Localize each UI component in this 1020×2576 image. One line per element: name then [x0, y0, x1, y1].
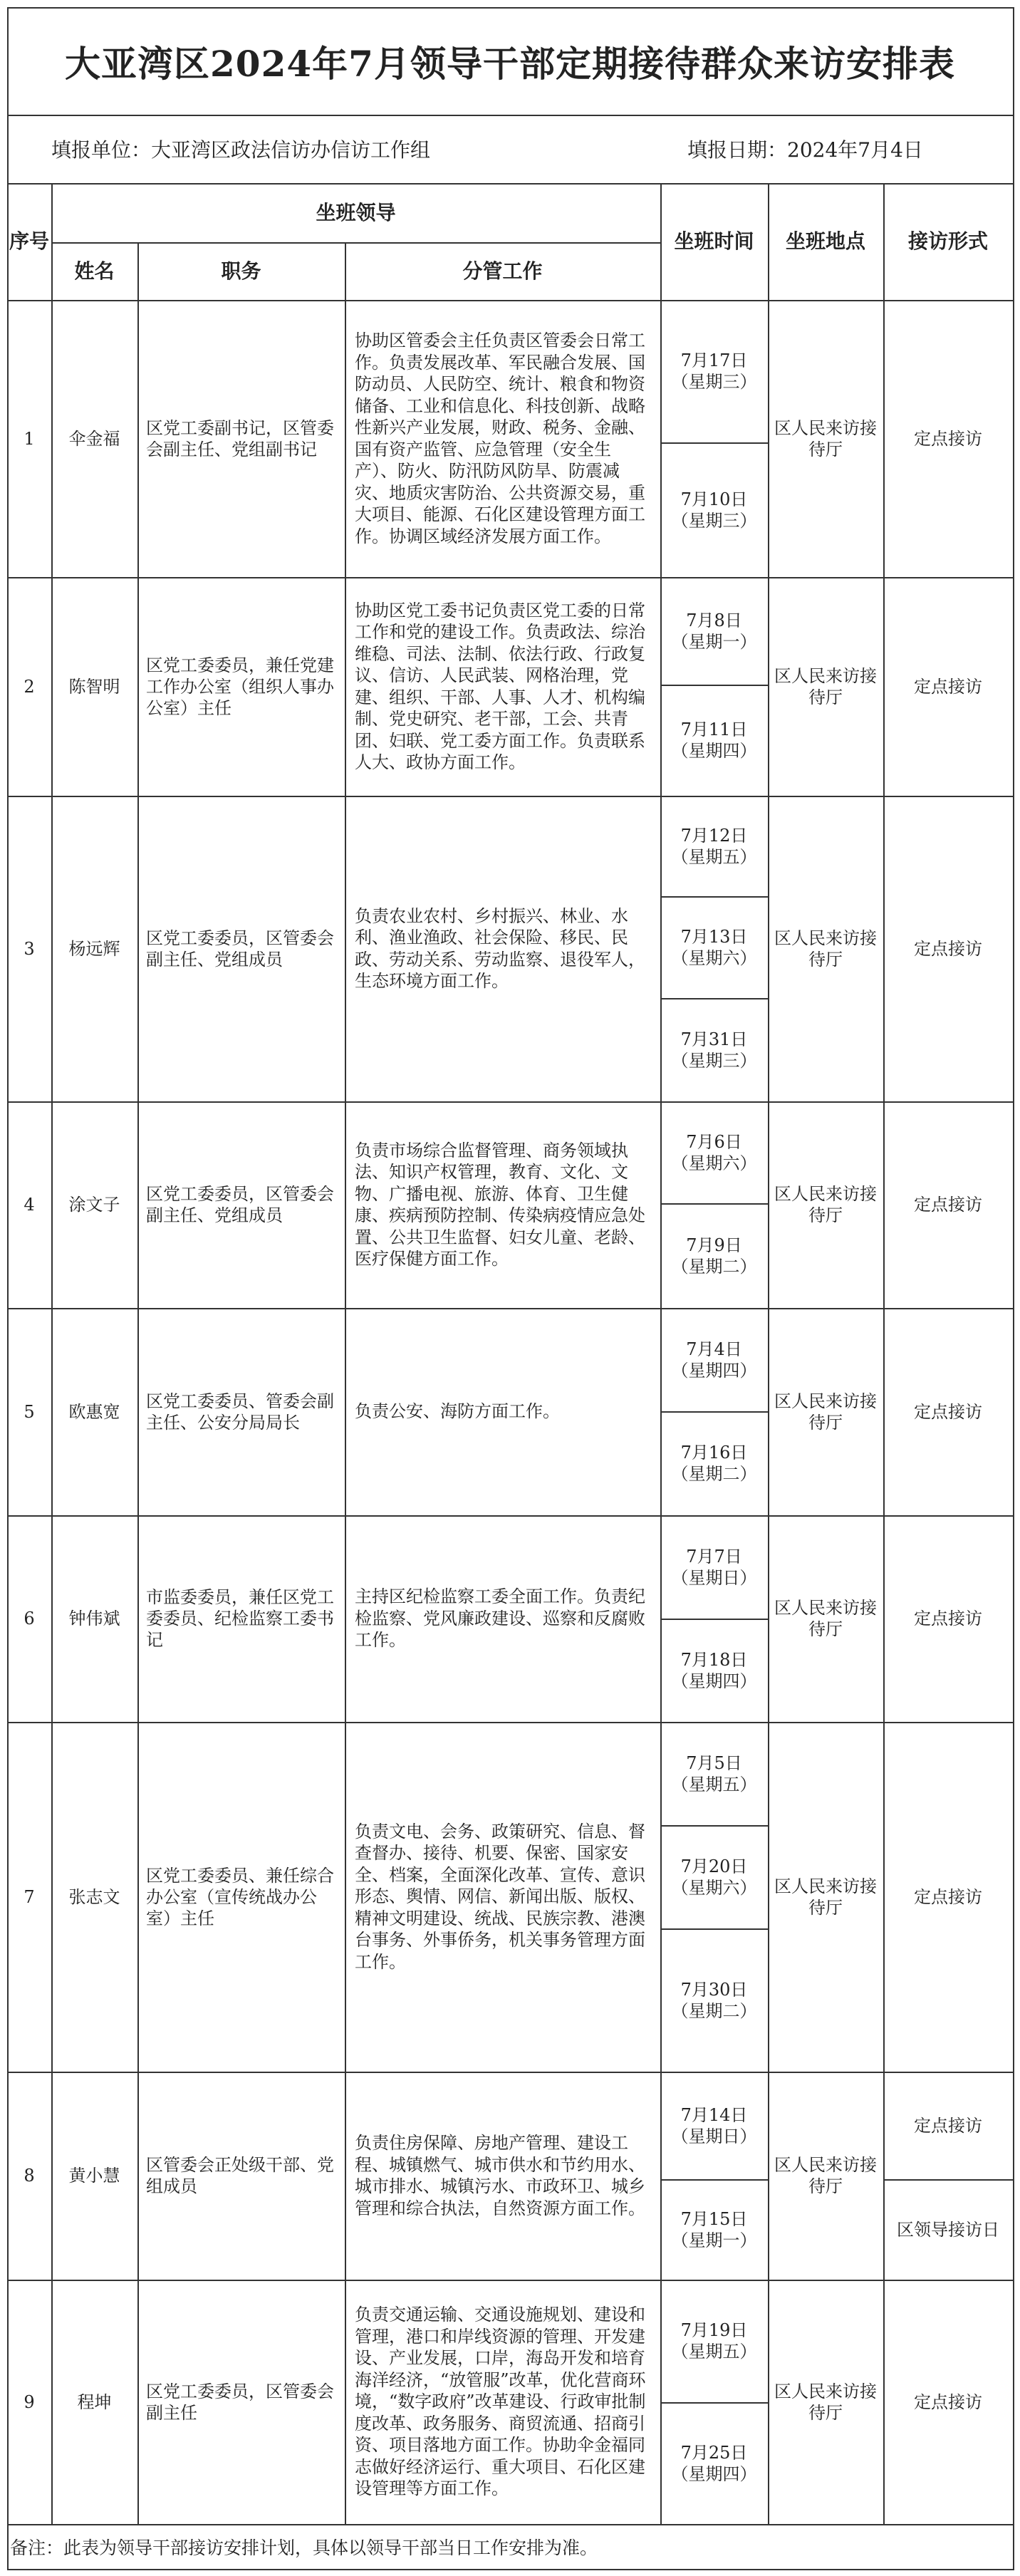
slot-date: 7月13日 [680, 926, 748, 947]
row-seq: 5 [24, 1401, 35, 1422]
duty-place: 区人民来访接待厅 [774, 417, 877, 459]
slot-weekday: （星期五） [671, 846, 757, 867]
slot-weekday: （星期一） [671, 631, 757, 652]
slot-weekday: （星期日） [671, 1567, 757, 1588]
leader-duty: 负责公安、海防方面工作。 [355, 1401, 560, 1422]
duty-place: 区人民来访接待厅 [774, 1184, 877, 1225]
duty-time-slot [660, 1722, 768, 1825]
grid-line [660, 1825, 769, 1827]
grid-line [660, 1928, 769, 1930]
row-seq: 6 [24, 1609, 35, 1629]
footnote: 备注：此表为领导干部接访安排计划，具体以领导干部当日工作安排为准。 [10, 2537, 598, 2558]
slot-date: 7月30日 [680, 1979, 748, 2000]
slot-date: 7月17日 [680, 350, 748, 370]
leader-position: 市监委委员，兼任区党工委委员、纪检监察工委书记 [146, 1587, 334, 1650]
slot-date: 7月12日 [680, 825, 748, 846]
slot-date: 7月20日 [680, 1856, 748, 1876]
slot-weekday: （星期五） [671, 2342, 757, 2362]
slot-date: 7月16日 [680, 1443, 748, 1463]
page-title: 大亚湾区2024年7月领导干部定期接待群众来访安排表 [65, 42, 955, 85]
leader-position: 区党工委委员，区管委会副主任、党组成员 [146, 1184, 334, 1225]
leader-name: 欧惠宽 [68, 1401, 120, 1422]
slot-date: 7月8日 [686, 610, 742, 630]
duty-time-slot [660, 300, 768, 442]
reception-form: 定点接访 [914, 2115, 982, 2136]
leader-name: 杨远辉 [68, 938, 120, 959]
leader-duty: 负责交通运输、交通设施规划、建设和管理，港口和岸线资源的管理、开发建设、产业发展，口岸，海岛开发和培育海洋经济，“放管服”改革，优化营商环境，“数字政府”改革建设、行政审批制度改革、政务服务、商贸流通、招商引资、项目落地方面工作。协助伞金福同志做好经济运行、重大项目、石化区建设管理等方面工作。 [355, 2305, 646, 2499]
reception-form: 定点接访 [914, 1195, 982, 1215]
slot-date: 7月11日 [680, 720, 748, 739]
duty-place: 区人民来访接待厅 [774, 2155, 877, 2196]
leader-duty: 负责住房保障、房地产管理、建设工程、城镇燃气、城市供水和节约用水、城市排水、城镇污水、市政环卫、城乡管理和综合执法，自然资源方面工作。 [355, 2133, 645, 2218]
meta-row [7, 115, 1013, 183]
slot-weekday: （星期五） [671, 1774, 757, 1795]
grid-line [660, 1203, 769, 1205]
header-leader-group: 坐班领导 [316, 200, 396, 224]
header-form: 接访形式 [907, 229, 988, 253]
leader-position: 区党工委委员，区管委会副主任、党组成员 [146, 928, 334, 970]
slot-date: 7月19日 [680, 2320, 748, 2340]
leader-duty: 协助区管委会主任负责区管委会日常工作。负责发展改革、军民融合发展、国防动员、人民防空、统计、粮食和物资储备、工业和信息化、科技创新、战略性新兴产业发展，财政、税务、金融、国有资产监管、应急管理（安全生产）、防火、防汛防风防旱、防震减灾、地质灾害防治、公共资源交易，重大项目、能源、石化区建设管理方面工作。协调区域经济发展方面工作。 [355, 331, 645, 546]
leader-position: 区党工委委员、兼任综合办公室（宣传统战办公室）主任 [146, 1865, 334, 1928]
grid-line [660, 2179, 769, 2181]
slot-weekday: （星期二） [671, 2000, 757, 2021]
slot-weekday: （星期四） [671, 1671, 757, 1691]
duty-time-slot [660, 442, 768, 577]
slot-weekday: （星期四） [671, 1360, 757, 1381]
leader-duty: 负责文电、会务、政策研究、信息、督查督办、接待、机要、保密、国家安全、档案，全面深化改革、宣传、意识形态、舆情、网信、新闻出版、版权、精神文明建设、统战、民族宗教、港澳台事务、外事侨务，机关事务管理方面工作。 [355, 1821, 645, 1972]
leader-name: 张志文 [68, 1886, 120, 1907]
grid-line [660, 2402, 769, 2404]
slot-weekday: （星期四） [671, 2463, 757, 2484]
duty-time-slot [660, 796, 768, 896]
duty-place: 区人民来访接待厅 [774, 928, 877, 970]
leader-position: 区党工委副书记，区管委会副主任、党组副书记 [146, 417, 334, 459]
leader-name: 程坤 [77, 2391, 112, 2412]
slot-date: 7月5日 [686, 1752, 742, 1773]
reception-form: 定点接访 [914, 2391, 982, 2412]
duty-time-slot [660, 1411, 768, 1515]
slot-date: 7月9日 [686, 1235, 742, 1255]
grid-line [660, 1619, 769, 1620]
duty-time-slot [660, 2402, 768, 2524]
duty-time-slot [660, 685, 768, 796]
row-seq: 8 [24, 2166, 35, 2186]
duty-time-slot [660, 896, 768, 998]
reception-form: 定点接访 [914, 1609, 982, 1629]
leader-duty: 负责农业农村、乡村振兴、林业、水利、渔业渔政、社会保险、移民、民政、劳动关系、劳动监察、退役军人，生态环境方面工作。 [355, 905, 645, 991]
slot-date: 7月18日 [680, 1649, 748, 1670]
grid-line [660, 998, 769, 999]
grid-line [883, 2179, 1014, 2181]
reception-form: 定点接访 [914, 1401, 982, 1422]
reception-form: 定点接访 [914, 676, 982, 697]
slot-date: 7月4日 [686, 1339, 742, 1359]
reporting-unit: 填报单位：大亚湾区政法信访办信访工作组 [51, 138, 431, 162]
grid-line [660, 896, 769, 898]
duty-place: 区人民来访接待厅 [774, 2381, 877, 2423]
leader-position: 区党工委委员、管委会副主任、公安分局局长 [146, 1391, 334, 1433]
slot-date: 7月10日 [680, 489, 748, 509]
duty-time-slot [660, 1308, 768, 1411]
row-seq: 1 [24, 428, 35, 449]
duty-time-slot [660, 1203, 768, 1308]
row-seq: 3 [24, 938, 35, 959]
duty-time-slot [660, 998, 768, 1101]
grid-line [7, 115, 1014, 116]
reporting-date: 填报日期：2024年7月4日 [687, 138, 923, 162]
slot-date: 7月7日 [686, 1546, 742, 1567]
reception-form: 区领导接访日 [897, 2219, 999, 2240]
grid-line [660, 685, 769, 686]
slot-weekday: （星期三） [671, 1050, 757, 1071]
row-seq: 4 [24, 1195, 35, 1215]
duty-time-slot [660, 2280, 768, 2402]
header-time: 坐班时间 [674, 229, 754, 253]
duty-time-slot [660, 1515, 768, 1619]
slot-date: 7月25日 [680, 2442, 748, 2463]
reception-form: 定点接访 [914, 428, 982, 449]
leader-name: 陈智明 [68, 676, 120, 697]
slot-weekday: （星期三） [671, 372, 757, 392]
reception-form: 定点接访 [914, 1886, 982, 1907]
slot-date: 7月31日 [680, 1029, 748, 1049]
slot-weekday: （星期六） [671, 1877, 757, 1898]
slot-weekday: （星期三） [671, 510, 757, 531]
leader-position: 区管委会正处级干部、党组成员 [146, 2155, 334, 2196]
grid-line [7, 2569, 1014, 2570]
slot-weekday: （星期六） [671, 947, 757, 968]
grid-line [660, 1411, 769, 1413]
slot-date: 7月15日 [680, 2208, 748, 2229]
leader-name: 黄小慧 [68, 2166, 120, 2186]
header-name: 姓名 [74, 259, 115, 283]
schedule-sheet [7, 7, 1013, 2569]
slot-weekday: （星期日） [671, 2126, 757, 2146]
row-seq: 7 [24, 1886, 35, 1907]
slot-weekday: （星期二） [671, 1464, 757, 1484]
duty-time-slot [660, 577, 768, 685]
leader-duty: 协助区党工委书记负责区党工委的日常工作和党的建设工作。负责政法、综治维稳、司法、法制、依法行政、行政复议、信访、人民武装、网格治理，党建、组织、干部、人事、人才、机构编制、党史研究、老干部，工会、共青团、妇联、党工委方面工作。负责联系人大、政协方面工作。 [355, 600, 645, 772]
leader-name: 钟伟斌 [68, 1609, 120, 1629]
duty-place: 区人民来访接待厅 [774, 1876, 877, 1918]
slot-date: 7月14日 [680, 2104, 748, 2125]
duty-time-slot [660, 1619, 768, 1722]
leader-name: 伞金福 [68, 428, 120, 449]
grid-line [660, 442, 769, 444]
header-seq: 序号 [9, 229, 49, 253]
header-position: 职务 [221, 259, 261, 283]
slot-weekday: （星期二） [671, 1256, 757, 1277]
duty-time-slot [660, 1825, 768, 1928]
duty-time-slot [660, 2179, 768, 2280]
leader-position: 区党工委委员，兼任党建工作办公室（组织人事办公室）主任 [146, 655, 334, 718]
duty-place: 区人民来访接待厅 [774, 1598, 877, 1639]
leader-duty: 负责市场综合监督管理、商务领域执法、知识产权管理，教育、文化、文物、广播电视、旅游、体育、卫生健康、疾病预防控制、传染病疫情应急处置、公共卫生监督、妇女儿童、老龄、医疗保健方面工作。 [355, 1140, 645, 1269]
duty-place: 区人民来访接待厅 [774, 1391, 877, 1433]
duty-place: 区人民来访接待厅 [774, 665, 877, 707]
grid-line [1013, 7, 1014, 2570]
slot-weekday: （星期四） [671, 741, 757, 761]
slot-weekday: （星期一） [671, 2230, 757, 2250]
duty-time-slot [660, 2072, 768, 2179]
grid-line [7, 7, 1014, 9]
slot-weekday: （星期六） [671, 1153, 757, 1173]
row-seq: 2 [24, 676, 35, 697]
duty-time-slot [660, 1928, 768, 2072]
row-seq: 9 [24, 2391, 35, 2412]
leader-name: 涂文子 [68, 1195, 120, 1215]
header-place: 坐班地点 [785, 229, 865, 253]
slot-date: 7月6日 [686, 1131, 742, 1152]
header-duty: 分管工作 [462, 259, 543, 283]
leader-duty: 主持区纪检监察工委全面工作。负责纪检监察、党风廉政建设、巡察和反腐败工作。 [355, 1586, 645, 1651]
duty-time-slot [660, 1101, 768, 1203]
leader-position: 区党工委委员，区管委会副主任 [146, 2381, 334, 2423]
reception-form: 定点接访 [914, 938, 982, 959]
